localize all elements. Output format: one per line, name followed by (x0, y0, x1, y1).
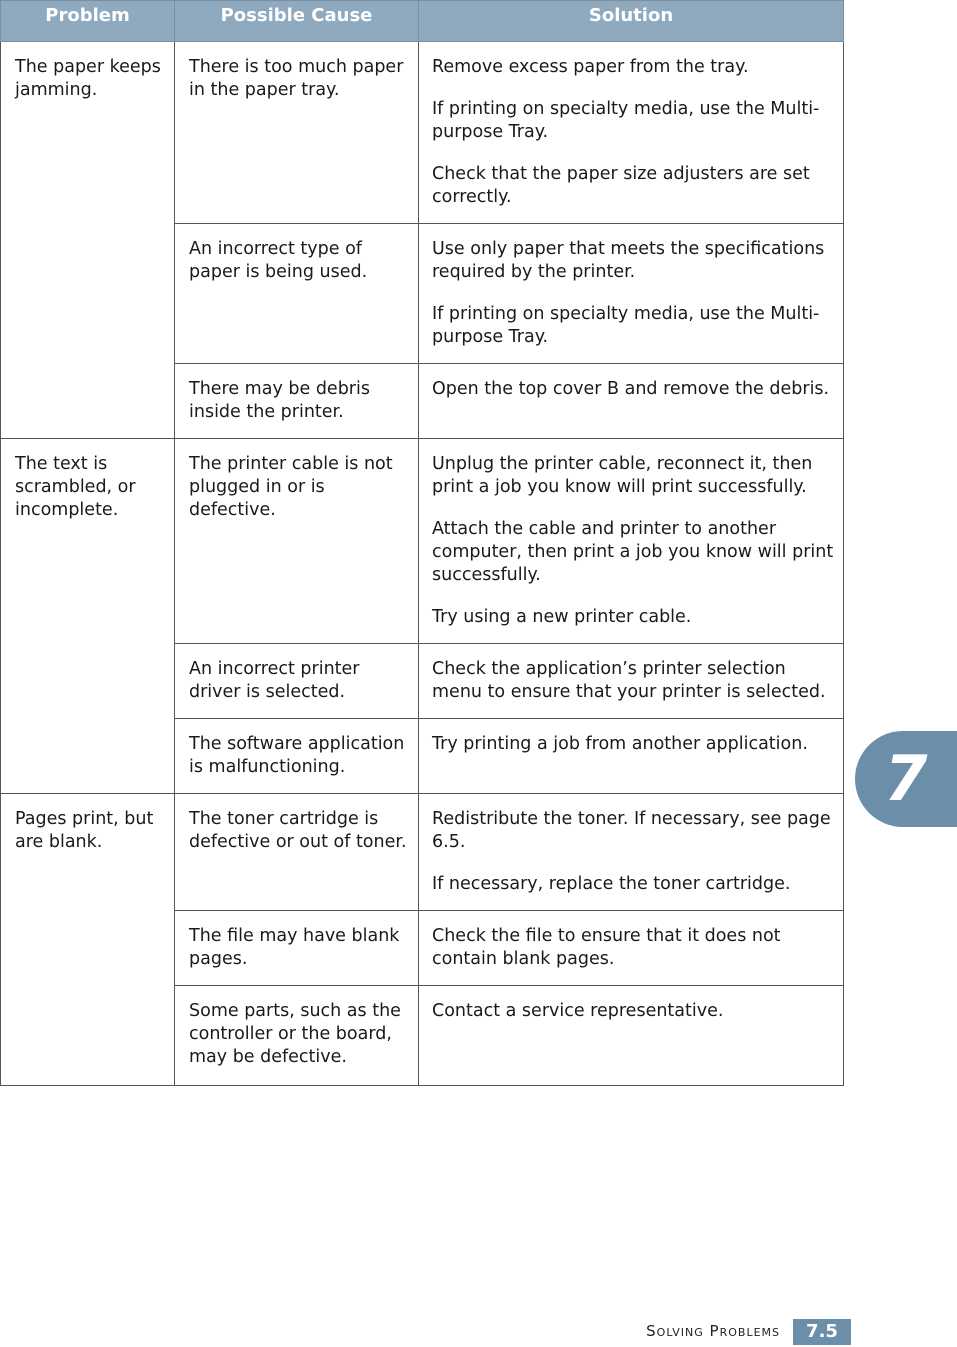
problem-cell: The paper keeps jamming. (1, 42, 175, 439)
table-row (1, 439, 844, 644)
solution-cell (419, 794, 844, 911)
cause-cell: Some parts, such as the controller or the board, may be defective. (175, 986, 419, 1086)
cause-cell: The toner cartridge is defective or out of toner. (175, 794, 419, 911)
solution-cell (419, 719, 844, 794)
cause-cell: The file may have blank pages. (175, 911, 419, 986)
solution-cell (419, 224, 844, 364)
solution-text: If necessary, replace the toner cartridge. (432, 874, 791, 894)
table-header-row (1, 1, 844, 42)
solution-text: Remove excess paper from the tray. (432, 57, 749, 77)
cause-cell: There may be debris inside the printer. (175, 364, 419, 439)
header-solution: Solution (419, 1, 844, 42)
solution-text: If printing on specialty media, use the Multi-purpose Tray. (432, 304, 820, 347)
cause-cell: There is too much paper in the paper tray. (175, 42, 419, 224)
cause-cell: The printer cable is not plugged in or is defective. (175, 439, 419, 644)
cause-cell: The software application is malfunctioning. (175, 719, 419, 794)
solution-text: Try using a new printer cable. (432, 607, 692, 627)
solution-cell (419, 42, 844, 224)
table-row (1, 42, 844, 224)
solution-text: Check the application’s printer selection menu to ensure that your printer is selected. (432, 659, 826, 702)
solution-cell (419, 644, 844, 719)
footer-page-number: 7.5 (793, 1319, 851, 1345)
footer-section-title: Solving Problems (646, 1322, 780, 1340)
solution-text: Check the file to ensure that it does not contain blank pages. (432, 926, 781, 969)
solution-cell (419, 439, 844, 644)
solution-cell (419, 364, 844, 439)
solution-text: Attach the cable and printer to another computer, then print a job you know will print successfully. (432, 519, 834, 585)
cause-cell: An incorrect printer driver is selected. (175, 644, 419, 719)
chapter-tab: 7 (855, 731, 957, 827)
solution-text: Check that the paper size adjusters are set correctly. (432, 164, 810, 207)
solution-text: Try printing a job from another application. (432, 734, 808, 754)
solution-text: Unplug the printer cable, reconnect it, then print a job you know will print successfully. (432, 454, 813, 497)
solution-text: Open the top cover B and remove the debris. (432, 379, 830, 399)
solution-text: Use only paper that meets the specifications required by the printer. (432, 239, 825, 282)
table-row (1, 794, 844, 911)
solution-cell (419, 911, 844, 986)
cause-cell: An incorrect type of paper is being used. (175, 224, 419, 364)
solution-text: Contact a service representative. (432, 1001, 724, 1021)
header-problem: Problem (1, 1, 175, 42)
header-possible-cause: Possible Cause (175, 1, 419, 42)
problem-cell: Pages print, but are blank. (1, 794, 175, 1086)
solution-text: If printing on specialty media, use the Multi-purpose Tray. (432, 99, 820, 142)
problem-cell: The text is scrambled, or incomplete. (1, 439, 175, 794)
solution-text: Redistribute the toner. If necessary, see page 6.5. (432, 809, 831, 852)
solution-cell (419, 986, 844, 1086)
page-footer (557, 1318, 957, 1346)
